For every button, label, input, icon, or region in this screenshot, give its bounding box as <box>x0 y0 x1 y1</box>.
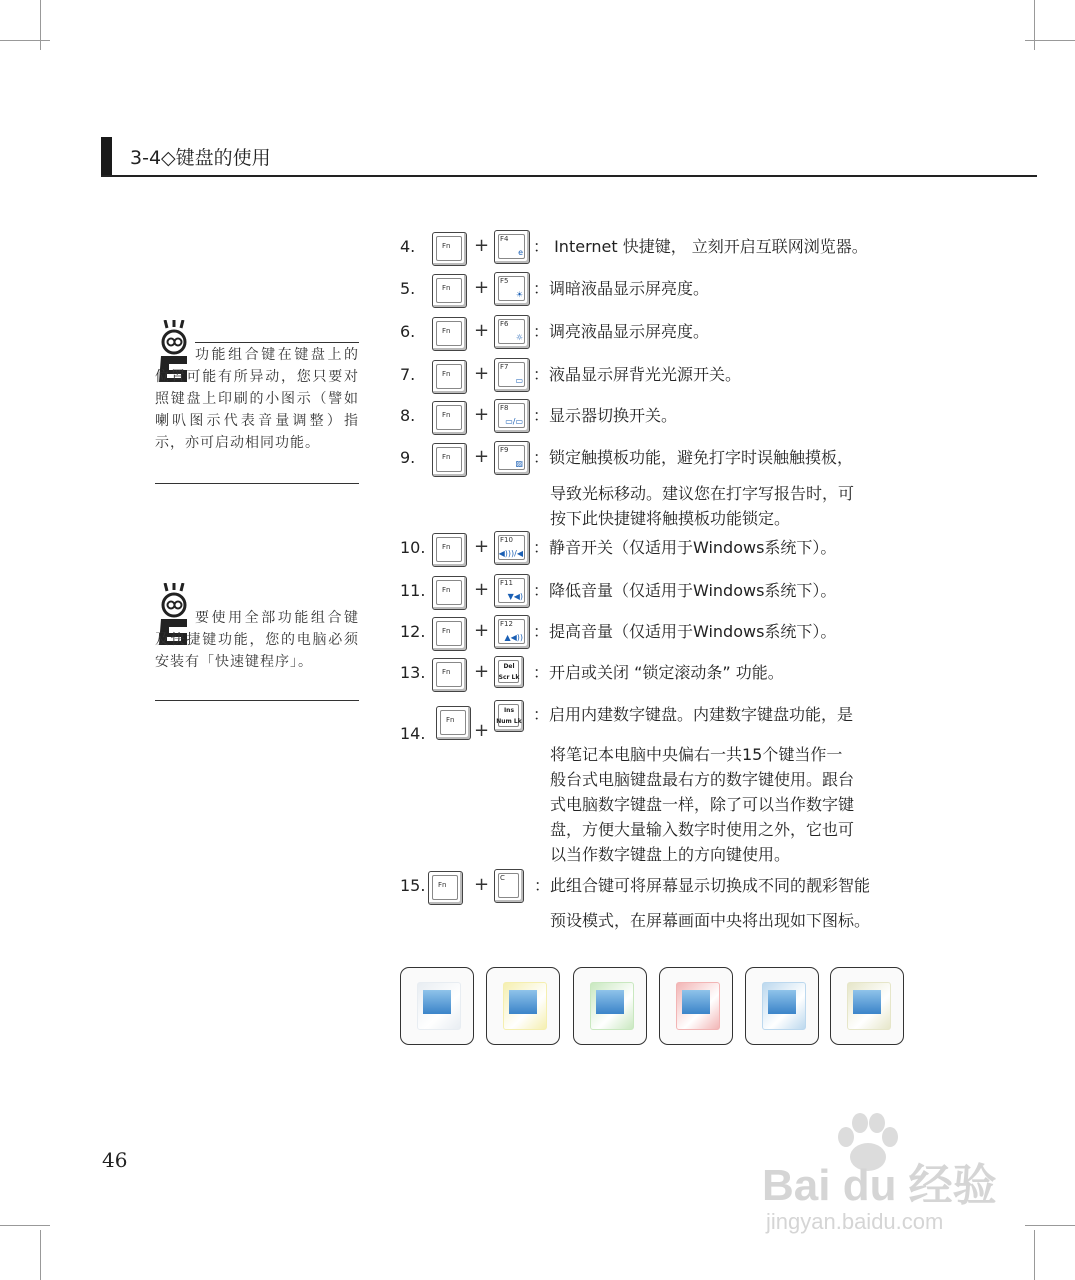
plus-sign: + <box>474 661 490 682</box>
section-marker <box>101 137 112 176</box>
item-description: ：调暗液晶显示屏亮度。 <box>533 279 710 298</box>
crop-mark <box>1025 1225 1075 1226</box>
key-label: Fn <box>442 668 451 676</box>
key-function-icon: ◀)))/◀ <box>498 549 523 558</box>
key-label: Fn <box>442 370 451 378</box>
item-number: 7. <box>400 365 416 384</box>
fn-key <box>432 401 467 435</box>
fn-key <box>436 706 471 740</box>
item-number: 8. <box>400 406 416 425</box>
mode-screen-icon <box>853 990 881 1014</box>
header-rule <box>101 175 1037 177</box>
mode-screen-icon <box>596 990 624 1014</box>
color-mode-icon <box>830 967 904 1045</box>
shortcut-item <box>400 576 920 616</box>
item-number: 4. <box>400 237 416 256</box>
crop-mark <box>0 40 50 41</box>
color-mode-icon <box>486 967 560 1045</box>
crop-mark <box>40 0 41 50</box>
shortcut-item <box>400 706 920 746</box>
plus-sign: + <box>474 720 490 741</box>
shortcut-item <box>400 443 920 483</box>
tip-note-1 <box>155 342 359 484</box>
section-title: 3-4◇键盘的使用 <box>130 147 271 169</box>
function-key <box>494 869 524 903</box>
crop-mark <box>1034 1230 1035 1280</box>
key-label: Fn <box>442 242 451 250</box>
item-description: ：降低音量（仅适用于Windows系统下）。 <box>533 581 837 600</box>
shortcut-item <box>400 617 920 657</box>
key-function-icon: e <box>518 248 523 257</box>
key-label: Fn <box>442 327 451 335</box>
note-rule-top <box>195 342 359 343</box>
key-label: C <box>500 874 505 882</box>
fn-key <box>432 274 467 308</box>
key-function-icon: ▨ <box>515 459 523 468</box>
item-description: ：提高音量（仅适用于Windows系统下）。 <box>533 622 837 641</box>
mode-screen-icon <box>423 990 451 1014</box>
plus-sign: + <box>474 404 490 425</box>
function-key <box>494 358 530 392</box>
item-description: ：静音开关（仅适用于Windows系统下）。 <box>533 538 837 557</box>
watermark <box>762 1113 1022 1243</box>
key-label: Fn <box>438 881 447 889</box>
key-function-icon: ▼◀) <box>507 592 523 601</box>
item-number: 14. <box>400 724 426 743</box>
watermark-brand: Bai du 经验 <box>762 1161 997 1210</box>
key-sub-label: Num Lk <box>496 718 522 725</box>
plus-sign: + <box>474 579 490 600</box>
item-number: 11. <box>400 581 426 600</box>
key-label: F6 <box>500 320 509 328</box>
item-description: ：此组合键可将屏幕显示切换成不同的靓彩智能 <box>534 876 871 895</box>
plus-sign: + <box>474 536 490 557</box>
key-label: Ins <box>503 707 515 714</box>
key-label: F7 <box>500 363 509 371</box>
item-description: ：调亮液晶显示屏亮度。 <box>533 322 710 341</box>
key-function-icon: ☼ <box>515 333 523 342</box>
note-rule-bottom <box>155 483 359 484</box>
key-function-icon: ▲◀)) <box>504 633 523 642</box>
item-number: 13. <box>400 663 426 682</box>
key-label: Fn <box>442 627 451 635</box>
color-mode-icon <box>659 967 733 1045</box>
mode-screen-icon <box>768 990 796 1014</box>
color-mode-icon <box>573 967 647 1045</box>
fn-key <box>428 871 463 905</box>
shortcut-item <box>400 232 920 272</box>
color-mode-icon <box>400 967 474 1045</box>
fn-key <box>432 576 467 610</box>
item-description: ： Internet 快捷键， 立刻开启互联网浏览器。 <box>533 237 868 256</box>
function-key <box>494 230 530 264</box>
fn-key <box>432 617 467 651</box>
key-label: Fn <box>442 586 451 594</box>
key-label: F12 <box>500 620 513 628</box>
note-rule-bottom <box>155 700 359 701</box>
fn-key <box>432 533 467 567</box>
item-description-continued: 导致光标移动。建议您在打字写报告时，可 按下此快捷键将触摸板功能锁定。 <box>550 484 855 528</box>
key-label: F8 <box>500 404 509 412</box>
key-function-icon: ▭/▭ <box>505 417 523 426</box>
item-number: 9. <box>400 448 416 467</box>
function-key <box>494 441 530 475</box>
color-mode-icon <box>745 967 819 1045</box>
crop-mark <box>0 1225 50 1226</box>
plus-sign: + <box>474 620 490 641</box>
function-key <box>494 700 524 732</box>
function-key <box>494 272 530 306</box>
plus-sign: + <box>474 363 490 384</box>
key-label: F9 <box>500 446 509 454</box>
fn-key <box>432 317 467 351</box>
item-number: 12. <box>400 622 426 641</box>
plus-sign: + <box>474 320 490 341</box>
function-key <box>494 531 530 565</box>
key-label: Fn <box>442 411 451 419</box>
key-label: F11 <box>500 579 513 587</box>
key-label: Fn <box>446 716 455 724</box>
shortcut-item <box>400 871 920 911</box>
crop-mark <box>1025 40 1075 41</box>
key-sub-label: Scr Lk <box>498 674 520 681</box>
key-label: F4 <box>500 235 509 243</box>
mode-screen-icon <box>682 990 710 1014</box>
key-function-icon: ☀ <box>515 290 523 299</box>
shortcut-item <box>400 360 920 400</box>
key-function-icon: ▭ <box>515 376 523 385</box>
mode-screen-icon <box>509 990 537 1014</box>
item-number: 15. <box>400 876 426 895</box>
shortcut-item <box>400 533 920 573</box>
fn-key <box>432 658 467 692</box>
crop-mark <box>40 1230 41 1280</box>
key-label: Fn <box>442 284 451 292</box>
item-number: 10. <box>400 538 426 557</box>
item-description: ：开启或关闭 “锁定滚动条” 功能。 <box>533 663 784 682</box>
function-key <box>494 399 530 433</box>
function-key <box>494 574 530 608</box>
shortcut-item <box>400 317 920 357</box>
tip-text: 要使用全部功能组合键及快捷键功能，您的电脑必须安装有「快速键程序」。 <box>155 610 359 670</box>
plus-sign: + <box>474 235 490 256</box>
crop-mark <box>1034 0 1035 50</box>
page-number: 46 <box>102 1148 128 1172</box>
item-description: ：启用内建数字键盘。内建数字键盘功能，是 <box>533 705 854 724</box>
tip-text: 功能组合键在键盘上的位置可能有所异动，您只要对照键盘上印刷的小图示（譬如喇叭图示代表音量调整）指示，亦可启动相同功能。 <box>155 347 359 451</box>
key-label: Del <box>503 663 515 670</box>
item-description: ：液晶显示屏背光光源开关。 <box>533 365 742 384</box>
fn-key <box>432 443 467 477</box>
item-number: 5. <box>400 279 416 298</box>
fn-key <box>432 232 467 266</box>
watermark-url: jingyan.baidu.com <box>766 1209 944 1234</box>
shortcut-item <box>400 658 920 698</box>
plus-sign: + <box>474 446 490 467</box>
function-key <box>494 615 530 649</box>
item-description-continued: 预设模式，在屏幕画面中央将出现如下图标。 <box>550 911 871 930</box>
key-label: F5 <box>500 277 509 285</box>
key-label: Fn <box>442 543 451 551</box>
plus-sign: + <box>474 277 490 298</box>
plus-sign: + <box>474 874 490 895</box>
item-description: ：显示器切换开关。 <box>533 406 678 425</box>
key-label: Fn <box>442 453 451 461</box>
item-number: 6. <box>400 322 416 341</box>
function-key <box>494 315 530 349</box>
shortcut-item <box>400 274 920 314</box>
item-description: ：锁定触摸板功能，避免打字时误触触摸板， <box>533 448 854 467</box>
fn-key <box>432 360 467 394</box>
tip-note-2 <box>155 605 359 701</box>
shortcut-item <box>400 401 920 441</box>
key-label: F10 <box>500 536 513 544</box>
function-key <box>494 656 524 688</box>
item-description-continued: 将笔记本电脑中央偏右一共15个键当作一 般台式电脑键盘最右方的数字键使用。跟台 式电脑数字键盘一样，除了可以当作数字键 盘，方便大量输入数字时使用之外，它也可 以当作数字键盘上的方向键使用。 <box>550 745 855 864</box>
